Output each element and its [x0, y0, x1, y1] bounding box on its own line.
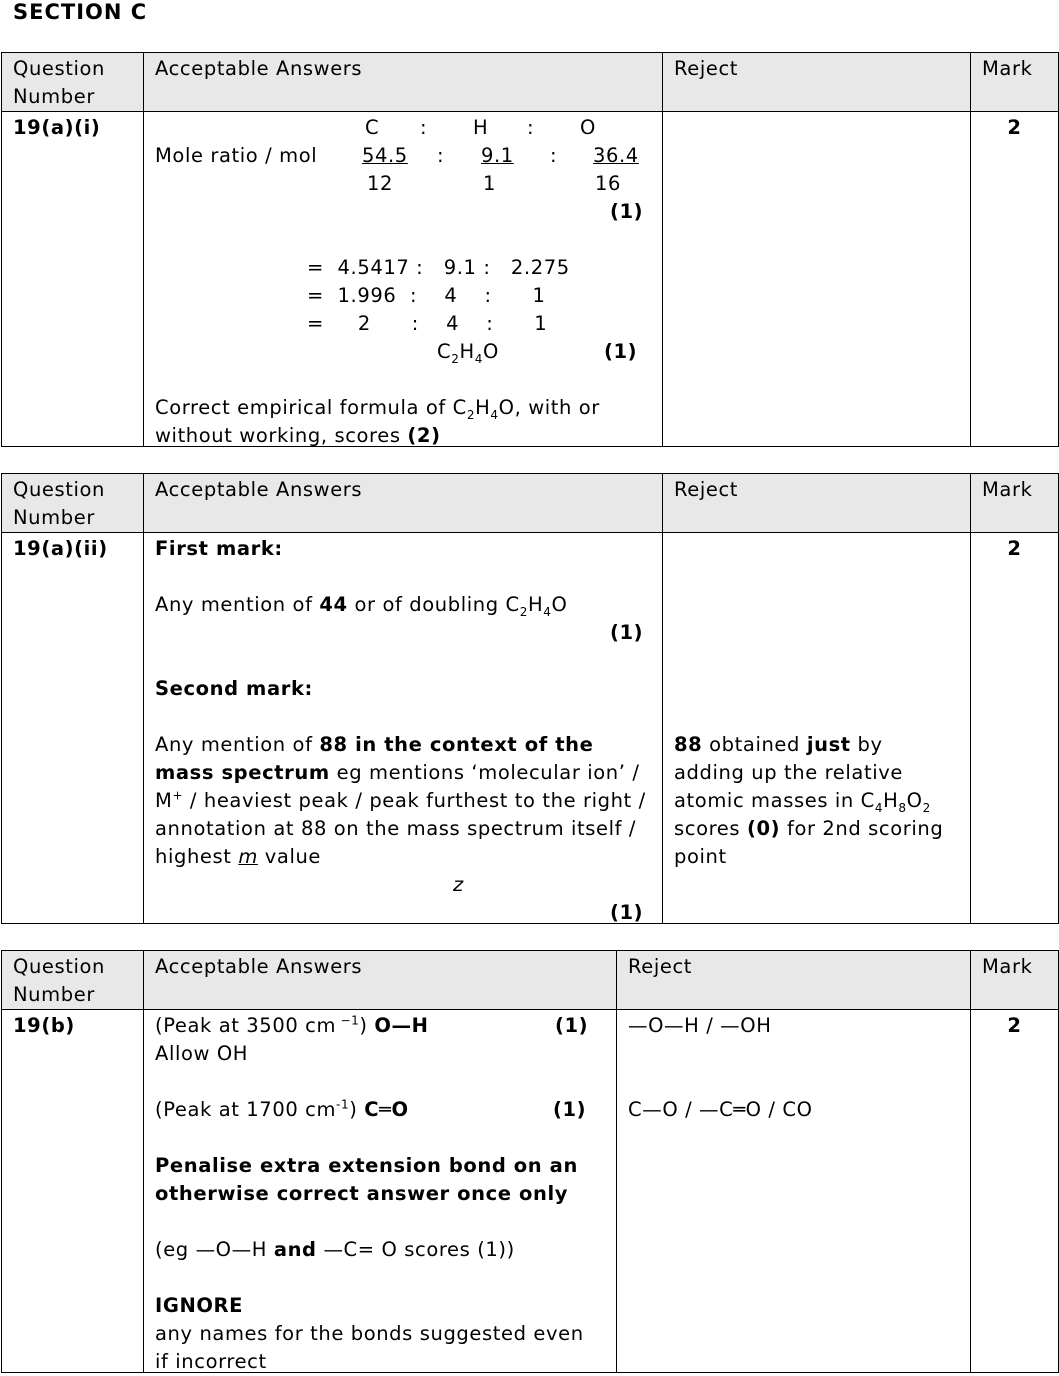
- section-title: SECTION C: [13, 0, 148, 24]
- first-mark-label: First mark:: [155, 537, 283, 560]
- header-acceptable-answers: Acceptable Answers: [144, 53, 663, 112]
- mark-cell: 2: [971, 533, 1059, 924]
- answer-cell: [144, 533, 663, 924]
- peak-1700: (Peak at 1700 $cm^{-1}$) C═O: [155, 1097, 409, 1121]
- question-number: 19(b): [2, 1010, 144, 1373]
- formula: $C_2H_4O$: [437, 340, 499, 366]
- second-mark-text: Any mention of 88 in the context of the mass spectrum eg mentions ‘molecular ion’ / M+ / heaviest peak / peak furthest to the right / annotation at 88 on the mass spectrum itself / highest m value: [155, 733, 646, 868]
- mark-1: (1): [610, 621, 644, 644]
- calc-line: = 4.5417 : 9.1 : 2.275: [307, 256, 570, 279]
- mole-ratio-label: Mole ratio / mol: [155, 144, 318, 167]
- working: [155, 114, 651, 447]
- denominator-h: 1: [483, 172, 497, 195]
- element-o: O: [580, 116, 596, 139]
- denominator-c: 12: [367, 172, 394, 195]
- header-question-number: Question Number: [2, 951, 144, 1010]
- table-q19aii: [1, 473, 1059, 924]
- mark-1: (1): [555, 1014, 589, 1037]
- reject-cell: [663, 533, 971, 924]
- header-mark: Mark: [971, 474, 1059, 533]
- answer-body: [155, 535, 651, 924]
- numerator-o: 36.4: [593, 144, 639, 167]
- first-mark-text: Any mention of 44 or of doubling $C_2H_4O$: [155, 593, 568, 619]
- element-h: H: [473, 116, 489, 139]
- reject-text: 88 obtained just by adding up the relative atomic masses in $C_4H_8O_2$ scores (0) for 2nd scoring point: [674, 733, 944, 868]
- mark-2: (1): [553, 1098, 587, 1121]
- penalise-note: Penalise extra extension bond on an otherwise correct answer once only: [155, 1154, 578, 1205]
- mark-2: (1): [604, 340, 638, 363]
- reject-cell: [663, 112, 971, 447]
- ignore-label: IGNORE: [155, 1294, 244, 1317]
- calc-line: = 2 : 4 : 1: [307, 312, 548, 335]
- header-reject: Reject: [663, 53, 971, 112]
- header-question-number: Question Number: [2, 53, 144, 112]
- header-mark: Mark: [971, 951, 1059, 1010]
- numerator-h: 9.1: [481, 144, 514, 167]
- mark-cell: 2: [971, 112, 1059, 447]
- z-denominator: z: [453, 873, 464, 896]
- header-acceptable-answers: Acceptable Answers: [144, 474, 663, 533]
- header-reject: Reject: [617, 951, 971, 1010]
- denominator-o: 16: [595, 172, 622, 195]
- mark-2: (1): [610, 901, 644, 924]
- colon: :: [437, 144, 445, 167]
- header-mark: Mark: [971, 53, 1059, 112]
- ignore-text: any names for the bonds suggested even if incorrect: [155, 1322, 584, 1373]
- example: (eg —O—H and —C= O scores (1)): [155, 1238, 515, 1261]
- question-number: 19(a)(ii): [2, 533, 144, 924]
- colon: :: [527, 116, 535, 139]
- answer-cell: [144, 112, 663, 447]
- element-c: C: [365, 116, 380, 139]
- header-acceptable-answers: Acceptable Answers: [144, 951, 617, 1010]
- allow-oh: Allow OH: [155, 1042, 249, 1065]
- table-q19ai: [1, 52, 1059, 447]
- reject-cell: [617, 1010, 971, 1373]
- reject-1: —O—H / —OH: [628, 1014, 772, 1037]
- mark-cell: 2: [971, 1010, 1059, 1373]
- colon: :: [420, 116, 428, 139]
- table-q19b: [1, 950, 1059, 1373]
- empirical-note: Correct empirical formula of $C_2H_4O$, with or without working, scores (2): [155, 396, 600, 447]
- colon: :: [550, 144, 558, 167]
- mark-1: (1): [610, 200, 644, 223]
- header-reject: Reject: [663, 474, 971, 533]
- header-question-number: Question Number: [2, 474, 144, 533]
- calc-line: = 1.996 : 4 : 1: [307, 284, 546, 307]
- numerator-c: 54.5: [362, 144, 408, 167]
- answer-cell: [144, 1010, 617, 1373]
- reject-2: C—O / —C═O / CO: [628, 1098, 813, 1121]
- peak-3500: (Peak at 3500 cm $^{-1}$) O—H: [155, 1013, 429, 1037]
- second-mark-label: Second mark:: [155, 677, 313, 700]
- answer-body: [155, 1012, 605, 1372]
- question-number: 19(a)(i): [2, 112, 144, 447]
